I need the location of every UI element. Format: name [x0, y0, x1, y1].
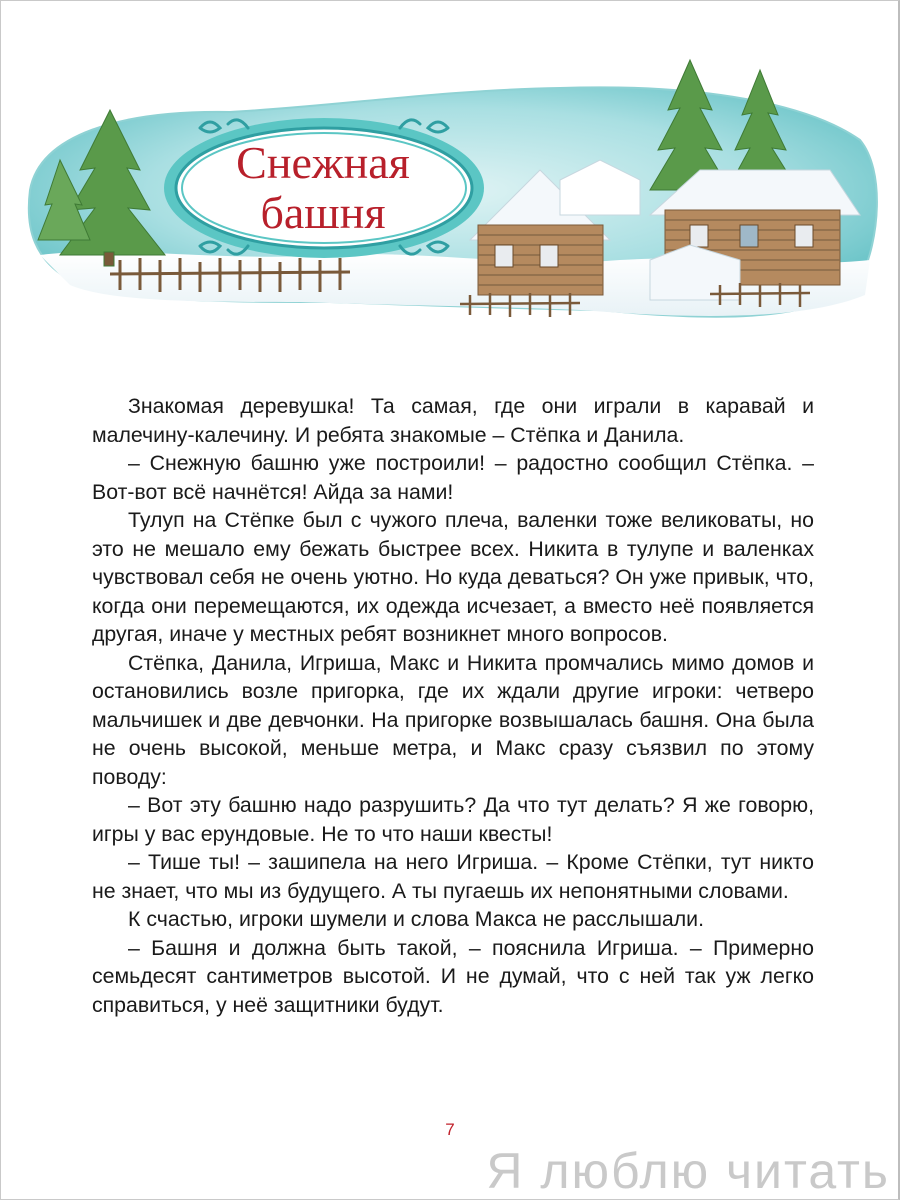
paragraph: – Тише ты! – зашипела на него Игриша. – Кроме Стёпки, тут никто не знает, что мы из будущего. А ты пугаешь их непонятными словами. — [92, 850, 814, 903]
paragraph: – Снежную башню уже построили! – радостно сообщил Стёпка. – Вот-вот всё начнётся! Айда за нами! — [92, 451, 814, 504]
story-text — [92, 392, 814, 1019]
chapter-title — [168, 128, 478, 248]
paragraph: – Вот эту башню надо разрушить? Да что тут делать? Я же говорю, игры у вас ерундовые. Не то что наши квесты! — [92, 793, 814, 846]
paragraph: – Башня и должна быть такой, – пояснила Игриша. – Примерно семьдесят сантиметров высотой. И не думай, что с ней так уж легко справиться, у неё защитники будут. — [92, 935, 814, 1017]
paragraph: К счастью, игроки шумели и слова Макса не расслышали. — [128, 907, 704, 931]
chapter-title-line-1: Снежная — [236, 137, 410, 188]
page-number: 7 — [445, 1120, 455, 1139]
log-house-right — [650, 170, 860, 300]
watermark: Я люблю читать — [486, 1143, 890, 1199]
paragraph: Знакомая деревушка! Та самая, где они играли в каравай и малечину-калечину. И ребята знакомые – Стёпка и Данила. — [92, 394, 814, 447]
paragraph: Стёпка, Данила, Игриша, Макс и Никита промчались мимо домов и остановились возле пригорка, где их ждали другие игроки: четверо мальчишек и две девчонки. На пригорке возвышалась башня. Она была не очень высокой, меньше метра, и Макс сразу съязвил по этому поводу: — [92, 650, 814, 789]
paragraph: Тулуп на Стёпке был с чужого плеча, валенки тоже великоваты, но это не мешало ему бежать быстрее всех. Никита в тулупе и валенках чувствовал себя не очень уютно. Но куда деваться? Он уже привык, что, когда они перемещаются, их одежда исчезает, а вместо неё появляется другая, иначе у местных ребят возникнет много вопросов. — [92, 508, 814, 646]
chapter-title-line-2: башня — [260, 187, 386, 238]
